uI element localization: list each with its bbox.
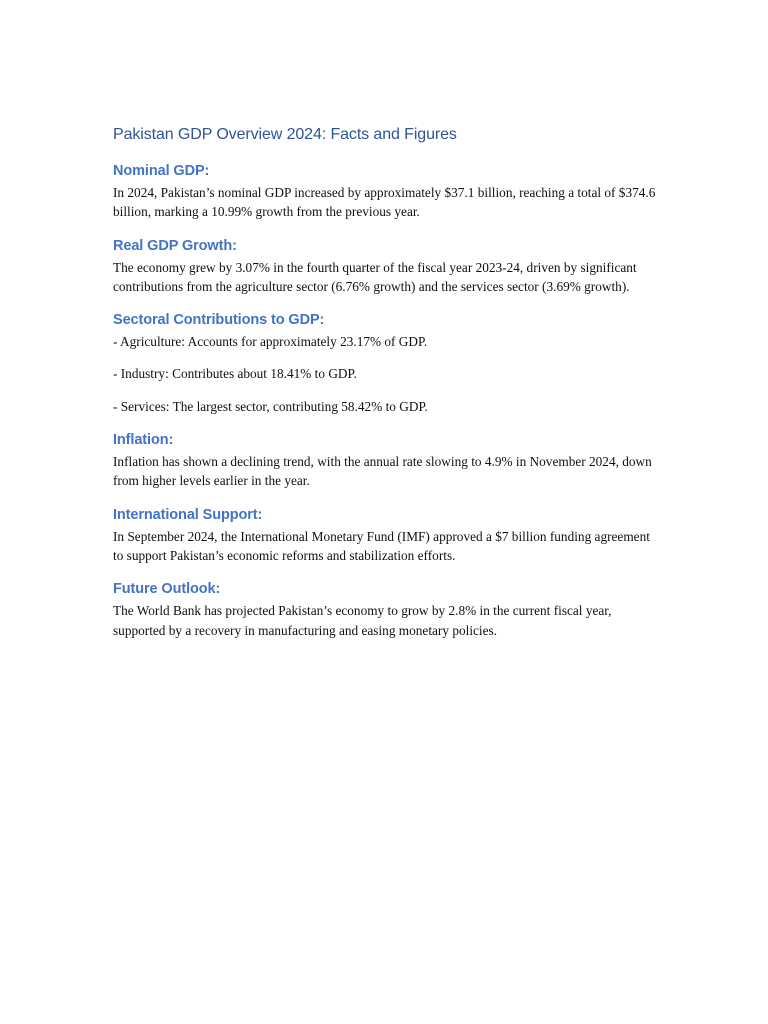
section-future-outlook <box>113 579 661 640</box>
list-item-services: - Services: The largest sector, contributing 58.42% to GDP. <box>113 398 428 414</box>
section-nominal-gdp <box>113 161 661 222</box>
section-heading: Real GDP Growth: <box>113 237 237 254</box>
section-heading: International Support: <box>113 506 263 523</box>
list-item-agriculture: - Agriculture: Accounts for approximately 23.17% of GDP. <box>113 334 428 350</box>
section-heading: Sectoral Contributions to GDP: <box>113 312 325 329</box>
section-paragraph: The World Bank has projected Pakistan’s economy to grow by 2.8% in the current fiscal year, supported by a recovery in manufacturing and easing monetary policies. <box>113 603 612 638</box>
section-heading: Inflation: <box>113 432 174 449</box>
section-heading: Nominal GDP: <box>113 163 210 179</box>
section-international-support <box>113 505 661 566</box>
section-inflation <box>113 430 661 491</box>
section-paragraph: The economy grew by 3.07% in the fourth quarter of the fiscal year 2023-24, driven by significant contributions from the agriculture sector (6.76% growth) and the services sector (3.69% growth). <box>113 259 637 294</box>
list-item-industry: - Industry: Contributes about 18.41% to GDP. <box>113 366 357 382</box>
section-paragraph: In September 2024, the International Monetary Fund (IMF) approved a $7 billion funding agreement to support Pakistan’s economic reforms and stabilization efforts. <box>113 528 650 563</box>
section-paragraph: Inflation has shown a declining trend, with the annual rate slowing to 4.9% in November 2024, down from higher levels earlier in the year. <box>113 454 652 489</box>
section-paragraph: In 2024, Pakistan’s nominal GDP increased by approximately $37.1 billion, reaching a total of $374.6 billion, marking a 10.99% growth from the previous year. <box>113 185 656 220</box>
document-title: Pakistan GDP Overview 2024: Facts and Figures <box>113 126 457 143</box>
section-sectoral-contributions <box>113 310 661 416</box>
section-heading: Future Outlook: <box>113 581 221 598</box>
document-page <box>113 124 661 654</box>
section-real-gdp-growth <box>113 236 661 297</box>
